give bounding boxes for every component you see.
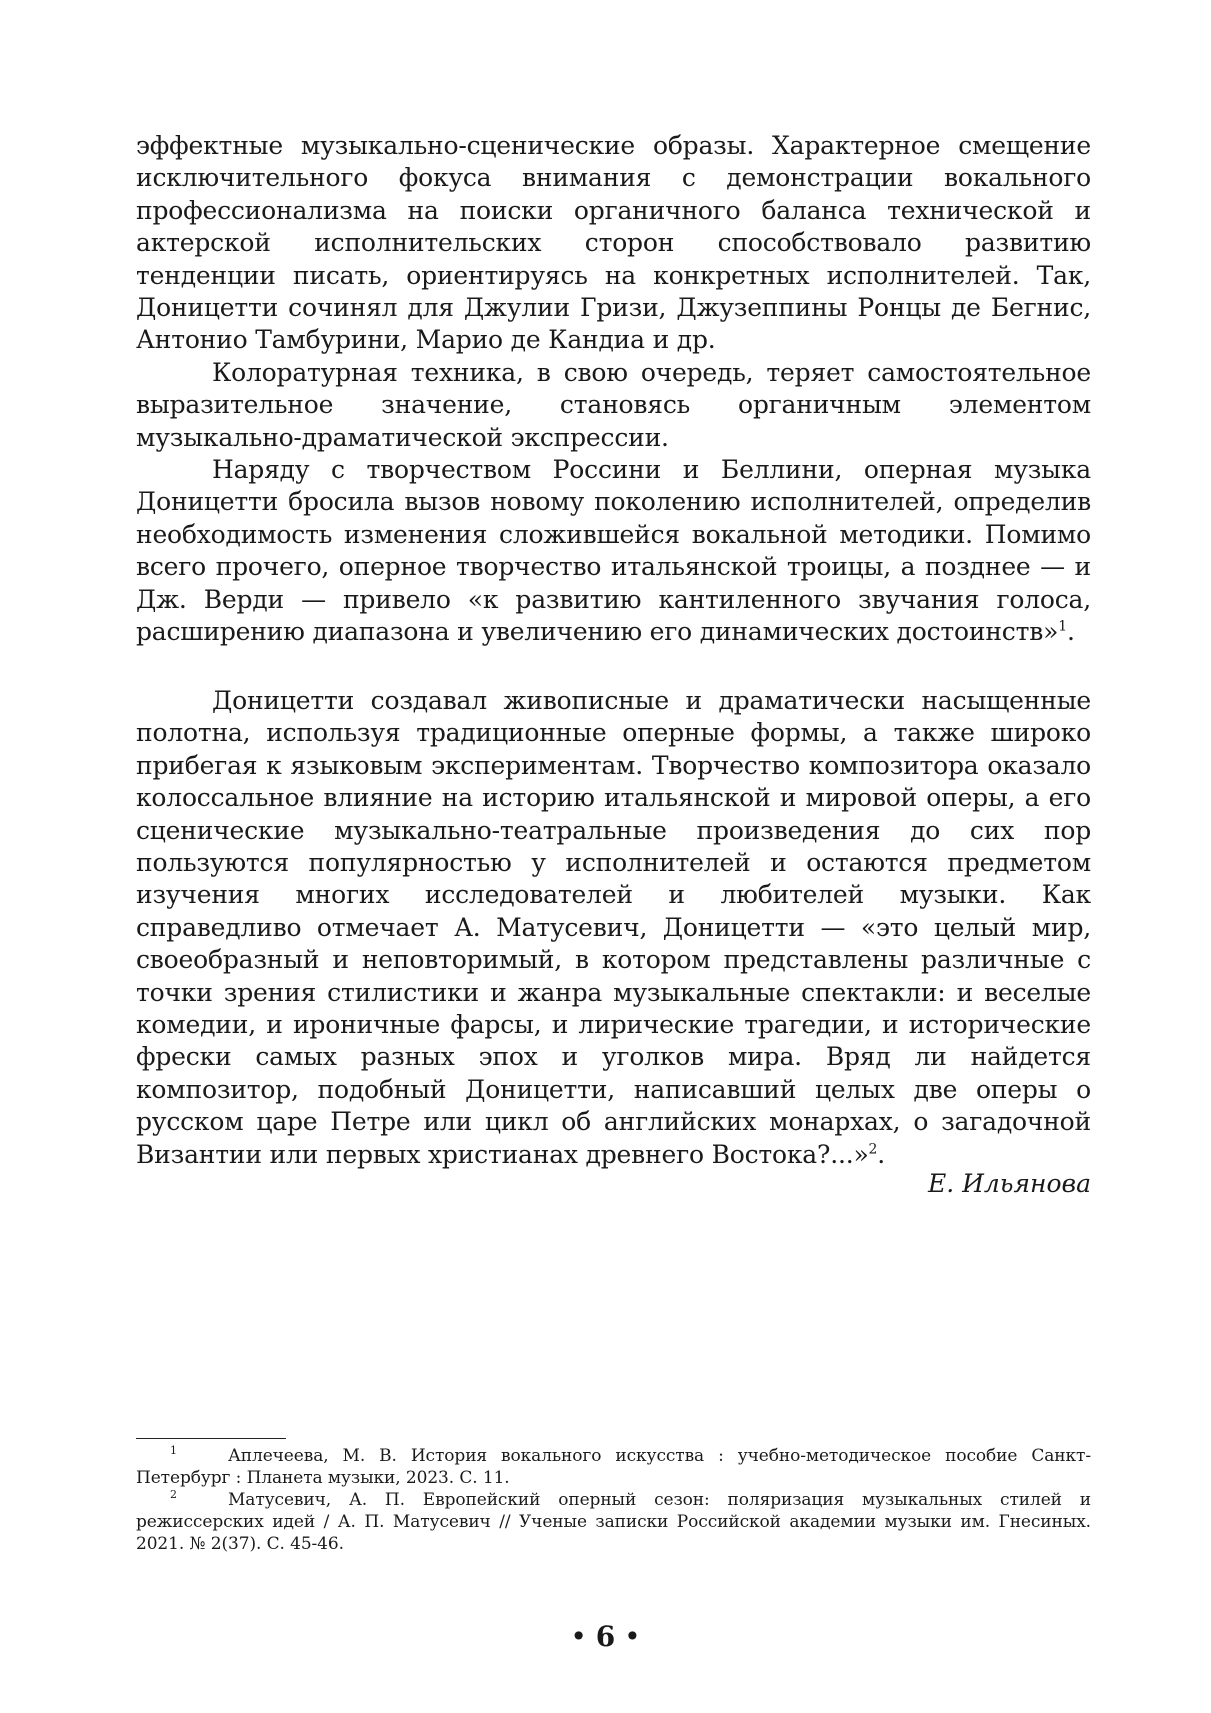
- footnote-item: 2 Матусевич, А. П. Европейский оперный сезон: поляризация музыкальных стилей и режиссерских идей / А. П. Матусевич // Ученые записки Российской академии музыки им. Гнесиных. 2021. № 2(37). С. 45-46.: [136, 1488, 1091, 1554]
- paragraph-end: .: [1066, 617, 1075, 647]
- paragraph: эффектные музыкально-сценические образы. Характерное смещение исключительного фокуса внимания с демонстрации вокального профессионализма на поиски органичного баланса технической и актерской исполнительских сторон способствовало развитию тенденции писать, ориентируясь на конкретных исполнителей. Так, Доницетти сочинял для Джулии Гризи, Джузеппины Ронцы де Бегнис, Антонио Тамбурини, Марио де Кандиа и др.: [136, 131, 1091, 355]
- author-signature: Е. Ильянова: [927, 1169, 1091, 1198]
- footnote-item: 1 Аплечеева, М. В. История вокального искусства : учебно-методическое пособие Санкт-Петербург : Планета музыки, 2023. С. 11.: [136, 1444, 1091, 1488]
- page-number-value: 6: [595, 1620, 616, 1653]
- footnote-reference[interactable]: 2: [868, 1141, 878, 1158]
- bullet-icon: •: [624, 1620, 641, 1653]
- page-number: [0, 1620, 1211, 1654]
- paragraph-end: .: [877, 1139, 886, 1169]
- bullet-icon: •: [570, 1620, 587, 1653]
- paragraph: Колоратурная техника, в свою очередь, теряет самостоятельное выразительное значение, становясь органичным элементом музыкально-драматической экспрессии.: [136, 357, 1091, 452]
- paragraph-text: Доницетти создавал живописные и драматически насыщенные полотна, используя традиционные оперные формы, а также широко прибегая к языковым экспериментам. Творчество композитора оказало колоссальное влияние на историю итальянской и мировой оперы, а его сценические музыкально-театральные произведения до сих пор пользуются популярностью у исполнителей и остаются предметом изучения многих исследователей и любителей музыки. Как справедливо отмечает А. Матусевич, Доницетти — «это целый мир, своеобразный и неповторимый, в котором представлены различные с точки зрения стилистики и жанра музыкальные спектакли: и веселые комедии, и ироничные фарсы, и лирические трагедии, и исторические фрески самых разных эпох и уголков мира. Вряд ли найдется композитор, подобный Доницетти, написавший целых две оперы о русском царе Петре или цикл об английских монархах, о загадочной Византии или первых христианах древнего Востока?...»: [136, 686, 1091, 1169]
- footnote-text: Матусевич, А. П. Европейский оперный сезон: поляризация музыкальных стилей и режиссерских идей / А. П. Матусевич // Ученые записки Российской академии музыки им. Гнесиных. 2021. № 2(37). С. 45-46.: [136, 1490, 1091, 1554]
- footnotes: [136, 1445, 1091, 1555]
- footnote-divider: [136, 1438, 286, 1439]
- paragraph: [136, 685, 1091, 1171]
- paragraph: [136, 454, 1091, 648]
- main-text-bottom: [136, 685, 1091, 1171]
- paragraph-text: Наряду с творчеством Россини и Беллини, оперная музыка Доницетти бросила вызов новому поколению исполнителей, определив необходимость изменения сложившейся вокальной методики. Помимо всего прочего, оперное творчество итальянской троицы, а позднее — и Дж. Верди — привело «к развитию кантиленного звучания голоса, расширению диапазона и увеличению его динамических достоинств»: [136, 455, 1091, 647]
- footnote-reference[interactable]: 1: [1058, 618, 1067, 635]
- footnote-text: Аплечеева, М. В. История вокального искусства : учебно-методическое пособие Санкт-Петербург : Планета музыки, 2023. С. 11.: [136, 1446, 1091, 1488]
- main-text-top: [136, 130, 1091, 649]
